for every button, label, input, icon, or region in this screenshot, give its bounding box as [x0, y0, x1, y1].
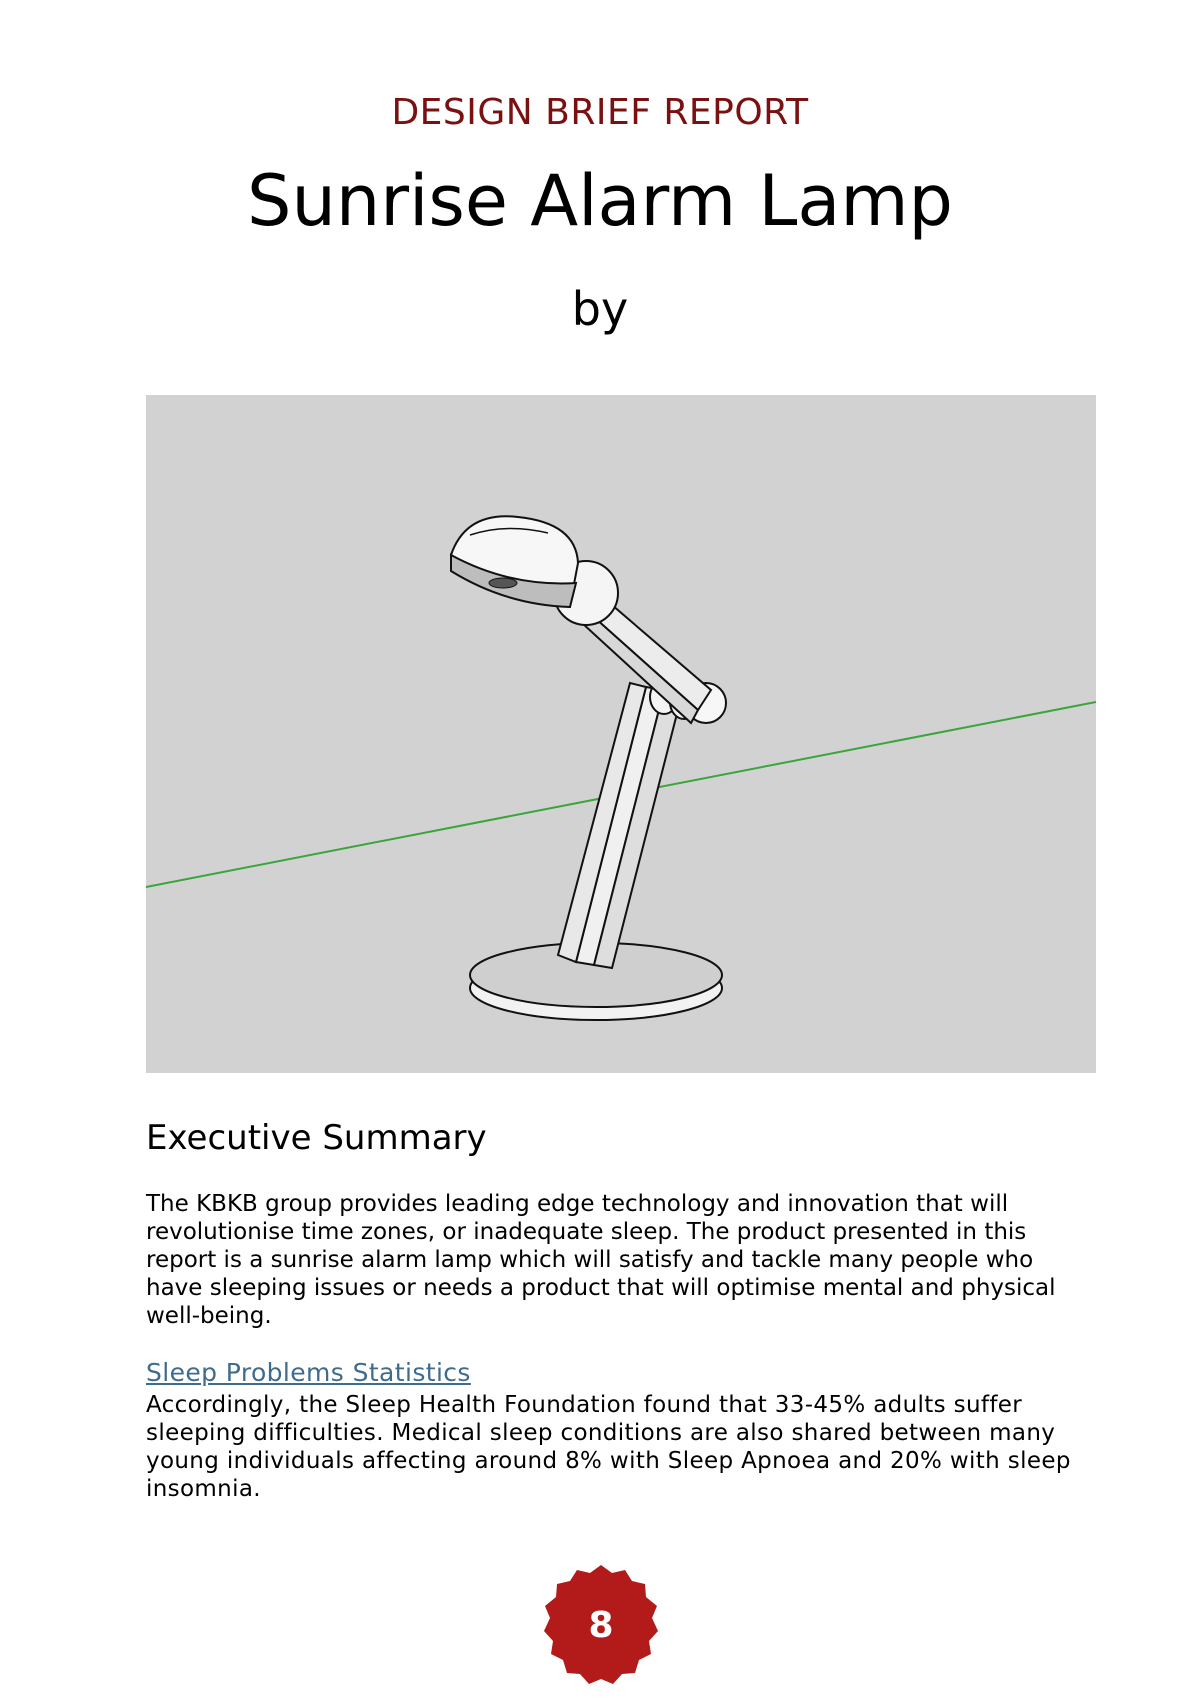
lamp-figure: [146, 395, 1096, 1073]
sleep-stats-link[interactable]: Sleep Problems Statistics: [146, 1358, 471, 1387]
executive-summary-text: The KBKB group provides leading edge technology and innovation that will revolutionise time zones, or inadequate sleep. The product presented in this report is a sunrise alarm lamp which will satisfy and tackle many people who have sleeping issues or needs a product that will optimise mental and physical well-being.: [146, 1191, 1056, 1329]
report-byline: by: [571, 282, 629, 336]
section-heading-executive-summary: Executive Summary: [146, 1118, 487, 1158]
report-title: Sunrise Alarm Lamp: [247, 160, 953, 242]
page-number-badge: [538, 1563, 664, 1689]
lamp-render-icon: [146, 395, 1096, 1073]
sleep-stats-text: Accordingly, the Sleep Health Foundation found that 33-45% adults suffer sleeping difficulties. Medical sleep conditions are also shared between many young individuals affecting around 8% with Sleep Apnoea and 20% with sleep insomnia.: [146, 1392, 1071, 1502]
report-kicker: DESIGN BRIEF REPORT: [391, 92, 809, 133]
page-number: 8: [588, 1605, 614, 1646]
